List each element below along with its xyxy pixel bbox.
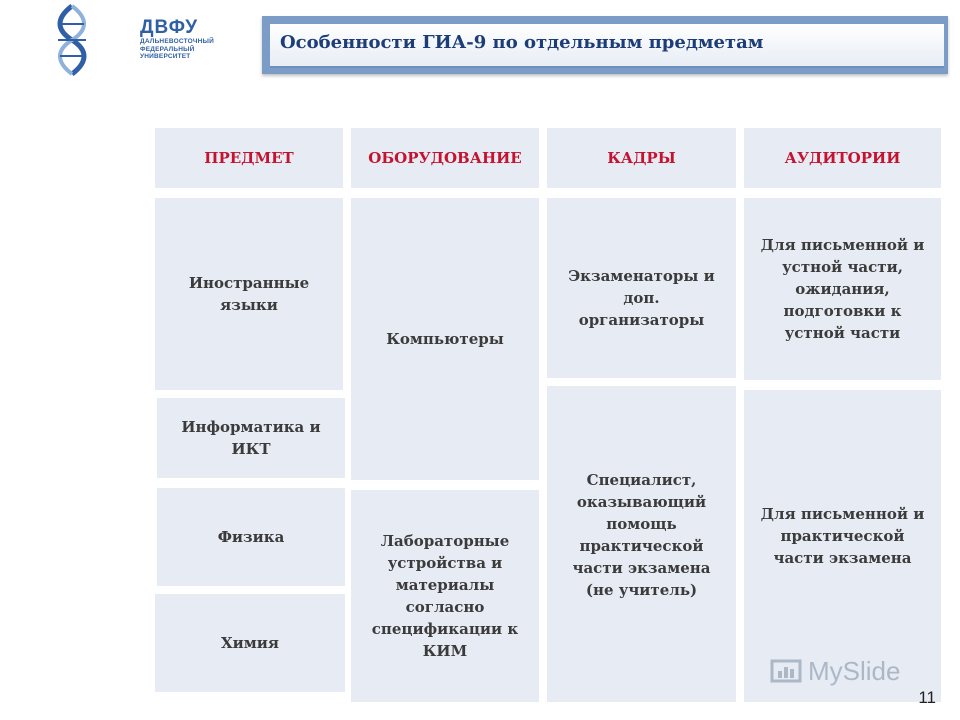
dvfu-emblem-icon [52,4,92,76]
slide-icon [770,657,804,687]
dvfu-logo [52,4,214,78]
staff-specialist: Специалист, оказывающий помощь практической части экзамена (не учитель) [547,386,736,702]
header-equipment: ОБОРУДОВАНИЕ [351,128,539,188]
header-rooms: АУДИТОРИИ [744,128,941,188]
equipment-lab-devices: Лабораторные устройства и материалы согласно спецификации к КИМ [351,490,539,702]
header-staff: КАДРЫ [547,128,736,188]
subject-informatics: Информатика и ИКТ [157,398,345,478]
logo-subtitle-1: ДАЛЬНЕВОСТОЧНЫЙ [140,38,214,45]
subject-physics: Физика [157,488,345,586]
watermark-text: MySlide [808,656,901,686]
logo-subtitle-2: ФЕДЕРАЛЬНЫЙ [140,45,195,53]
rooms-written-practical: Для письменной и практической части экзамена [744,390,941,702]
equipment-computers: Компьютеры [351,198,539,480]
slide-title: Особенности ГИА-9 по отдельным предметам [280,32,764,53]
subject-chemistry: Химия [155,594,345,692]
logo-subtitle-3: УНИВЕРСИТЕТ [140,53,191,60]
page-number: 11 [918,688,936,707]
title-bar [262,16,948,74]
header-subject: ПРЕДМЕТ [155,128,343,188]
myslide-watermark [770,656,900,687]
subject-foreign-languages: Иностранные языки [155,198,343,390]
staff-examiners: Экзаменаторы и доп. организаторы [547,198,736,378]
logo-title: ДВФУ [140,17,199,38]
rooms-written-oral: Для письменной и устной части, ожидания, подготовки к устной части [744,198,941,380]
